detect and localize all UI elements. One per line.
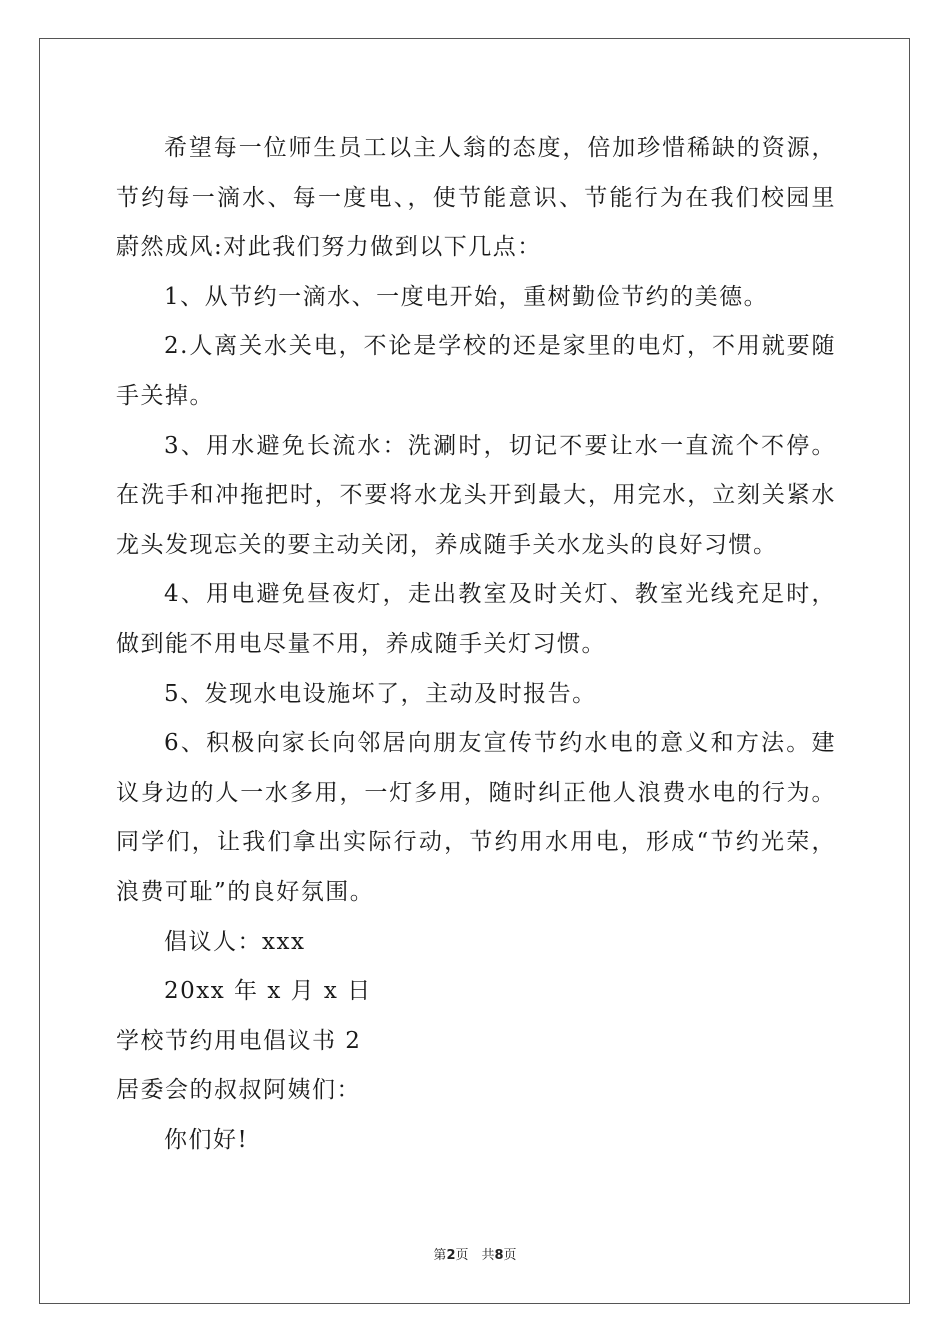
point-5: 5、发现水电设施坏了，主动及时报告。 [164,680,597,707]
current-page-number: 2 [446,1248,456,1263]
footer-mid: 页 共 [455,1248,495,1263]
point-3: 3、用水避免长流水：洗涮时，切记不要让水一直流个不停。在洗手和冲拖把时，不要将水龙头开到最大，用完水，立刻关紧水龙头发现忘关的要主动关闭，养成随手关水龙头的良好习惯。 [116,432,836,558]
page-footer [0,1244,950,1263]
salutation: 居委会的叔叔阿姨们： [116,1077,361,1104]
total-page-number: 8 [494,1248,504,1263]
point-4: 4、用电避免昼夜灯，走出教室及时关灯、教室光线充足时，做到能不用电尽量不用，养成随手关灯习惯。 [116,581,836,657]
point-2: 2.人离关水关电，不论是学校的还是家里的电灯，不用就要随手关掉。 [116,333,836,409]
greeting: 你们好! [164,1126,249,1153]
signatory-line: 倡议人：xxx [164,928,306,955]
document-body [116,124,836,1165]
point-1: 1、从节约一滴水、一度电开始，重树勤俭节约的美德。 [164,283,769,310]
section-title: 学校节约用电倡议书 2 [116,1027,362,1054]
intro-paragraph: 希望每一位师生员工以主人翁的态度，倍加珍惜稀缺的资源，节约每一滴水、每一度电、，使节能意识、节能行为在我们校园里蔚然成风:对此我们努力做到以下几点： [116,135,836,261]
footer-suffix: 页 [503,1248,517,1263]
date-line: 20xx 年 x 月 x 日 [164,978,372,1005]
point-6: 6、积极向家长向邻居向朋友宣传节约水电的意义和方法。建议身边的人一水多用，一灯多用，随时纠正他人浪费水电的行为。同学们，让我们拿出实际行动，节约用水用电，形成“节约光荣，浪费可耻”的良好氛围。 [116,730,836,905]
footer-prefix: 第 [433,1248,447,1263]
